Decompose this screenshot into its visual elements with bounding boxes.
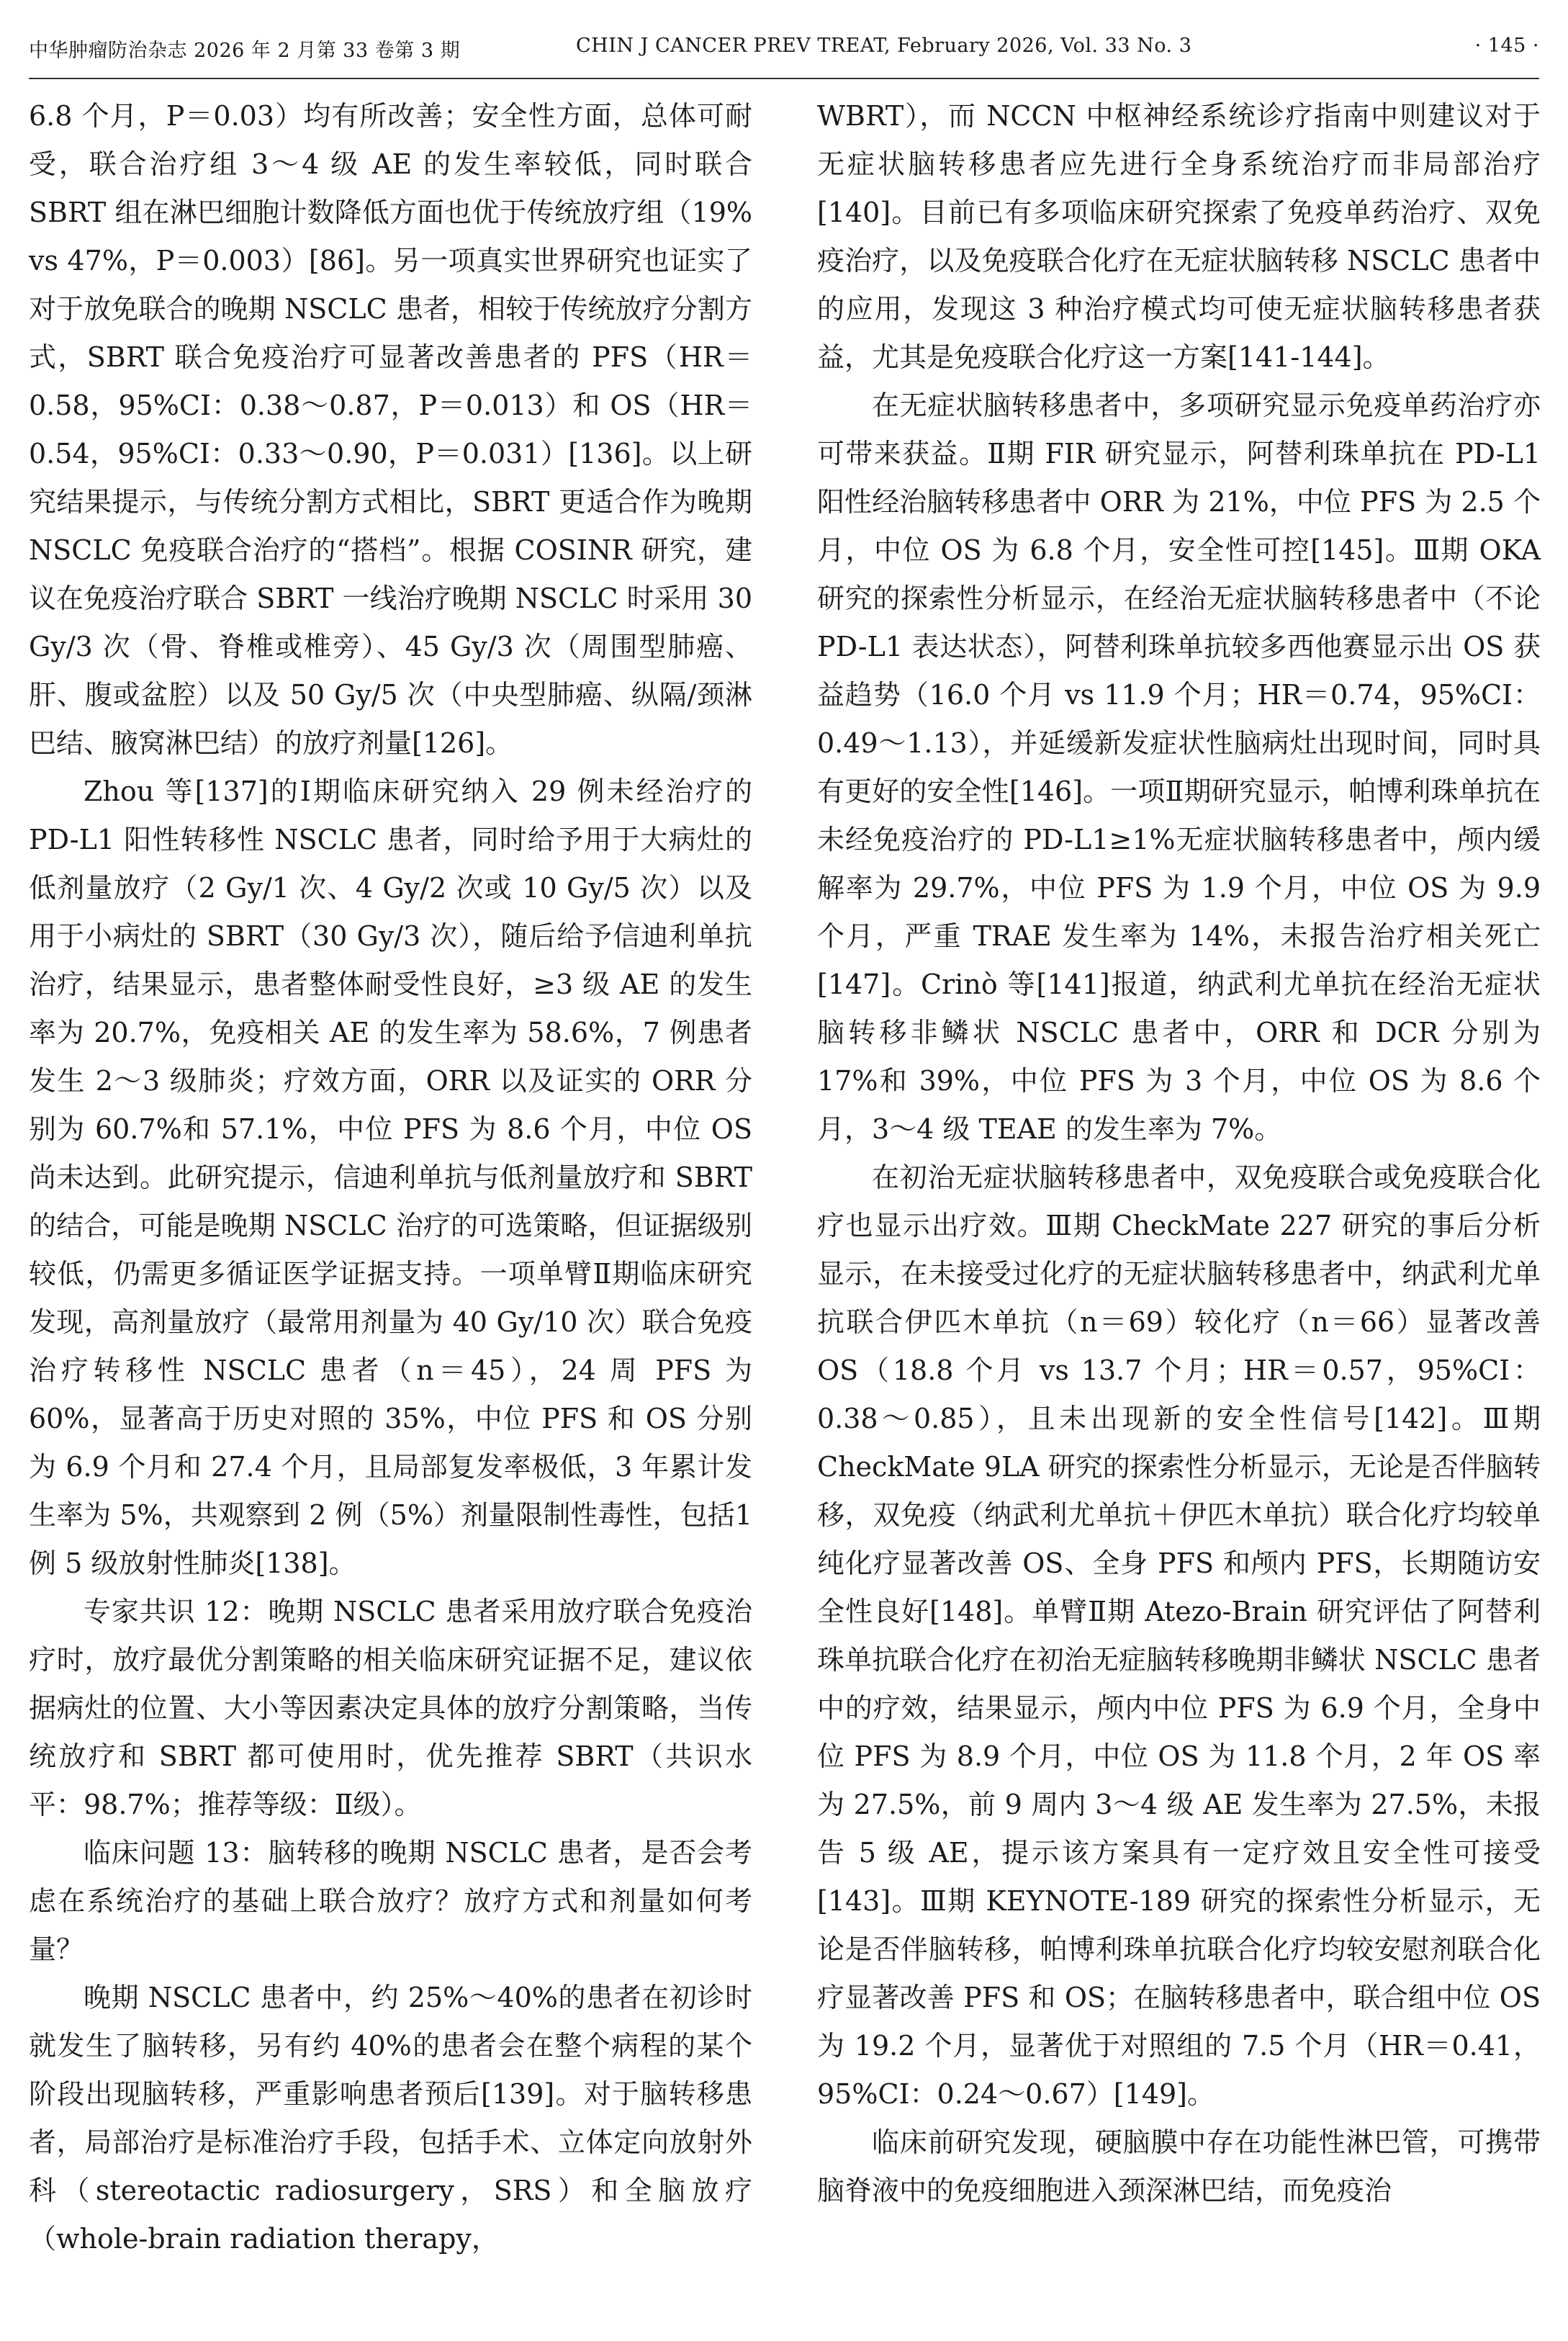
page-number: · 145 · [1474, 35, 1539, 57]
journal-name-cn: 中华肿瘤防治杂志 2026 年 2 月第 33 卷第 3 期 [29, 40, 461, 62]
expert-consensus-12: 专家共识 12：晚期 NSCLC 患者采用放疗联合免疫治疗时，放疗最优分割策略的相关临床研究证据不足，建议依据病灶的位置、大小等因素决定具体的放疗分割策略，当传统放疗和 SBRT 都可使用时，优先推荐 SBRT（共识水平：98.7%；推荐等级：Ⅱ级）。 [29, 1596, 752, 1820]
left-column [29, 92, 752, 2263]
paragraph: 在无症状脑转移患者中，多项研究显示免疫单药治疗亦可带来获益。Ⅱ期 FIR 研究显示，阿替利珠单抗在 PD-L1 阳性经治脑转移患者中 ORR 为 21%，中位 PFS 为 2.5 个月，中位 OS 为 6.8 个月，安全性可控[145]。Ⅲ期 OKA 研究的探索性分析显示，在经治无症状脑转移患者中（不论 PD-L1 表达状态），阿替利珠单抗较多西他赛显示出 OS 获益趋势（16.0 个月 vs 11.9 个月；HR＝0.74，95%CI：0.49～1.13），并延缓新发症状性脑病灶出现时间，同时具有更好的安全性[146]。一项Ⅱ期研究显示，帕博利珠单抗在未经免疫治疗的 PD-L1≥1%无症状脑转移患者中，颅内缓解率为 29.7%，中位 PFS 为 1.9 个月，中位 OS 为 9.9 个月，严重 TRAE 发生率为 14%，未报告治疗相关死亡[147]。Crinò 等[141]报道，纳武利尤单抗在经治无症状脑转移非鳞状 NSCLC 患者中，ORR 和 DCR 分别为 17%和 39%，中位 PFS 为 3 个月，中位 OS 为 8.6 个月，3～4 级 TEAE 的发生率为 7%。 [817, 390, 1541, 1145]
journal-name-en: CHIN J CANCER PREV TREAT, February 2026, Vol. 33 No. 3 [576, 35, 1192, 57]
paragraph: 临床前研究发现，硬脑膜中存在功能性淋巴管，可携带脑脊液中的免疫细胞进入颈深淋巴结，而免疫治 [817, 2126, 1541, 2206]
paragraph: 在初治无症状脑转移患者中，双免疫联合或免疫联合化疗也显示出疗效。Ⅲ期 CheckMate 227 研究的事后分析显示，在未接受过化疗的无症状脑转移患者中，纳武利尤单抗联合伊匹木单抗（n＝69）较化疗（n＝66）显著改善 OS（18.8 个月 vs 13.7 个月；HR＝0.57，95%CI：0.38～0.85），且未出现新的安全性信号[142]。Ⅲ期 CheckMate 9LA 研究的探索性分析显示，无论是否伴脑转移，双免疫（纳武利尤单抗＋伊匹木单抗）联合化疗均较单纯化疗显著改善 OS、全身 PFS 和颅内 PFS，长期随访安全性良好[148]。单臂Ⅱ期 Atezo-Brain 研究评估了阿替利珠单抗联合化疗在初治无症脑转移晚期非鳞状 NSCLC 患者中的疗效，结果显示，颅内中位 PFS 为 6.9 个月，全身中位 PFS 为 8.9 个月，中位 OS 为 11.8 个月，2 年 OS 率为 27.5%，前 9 周内 3～4 级 AE 发生率为 27.5%，未报告 5 级 AE，提示该方案具有一定疗效且安全性可接受[143]。Ⅲ期 KEYNOTE-189 研究的探索性分析显示，无论是否伴脑转移，帕博利珠单抗联合化疗均较安慰剂联合化疗显著改善 PFS 和 OS；在脑转移患者中，联合组中位 OS 为 19.2 个月，显著优于对照组的 7.5 个月（HR＝0.41，95%CI：0.24～0.67）[149]。 [817, 1161, 1541, 2110]
paragraph: 晚期 NSCLC 患者中，约 25%～40%的患者在初诊时就发生了脑转移，另有约 40%的患者会在整个病程的某个阶段出现脑转移，严重影响患者预后[139]。对于脑转移患者，局部治疗是标准治疗手段，包括手术、立体定向放射外科（stereotactic radiosurgery，SRS）和全脑放疗（whole-brain radiation therapy， [29, 1982, 752, 2255]
running-header [29, 29, 1539, 69]
paragraph: 6.8 个月，P＝0.03）均有所改善；安全性方面，总体可耐受，联合治疗组 3～4 级 AE 的发生率较低，同时联合 SBRT 组在淋巴细胞计数降低方面也优于传统放疗组（19% vs 47%，P＝0.003）[86]。另一项真实世界研究也证实了对于放免联合的晚期 NSCLC 患者，相较于传统放疗分割方式，SBRT 联合免疫治疗可显著改善患者的 PFS（HR＝0.58，95%CI：0.38～0.87，P＝0.013）和 OS（HR＝0.54，95%CI：0.33～0.90，P＝0.031）[136]。以上研究结果提示，与传统分割方式相比，SBRT 更适合作为晚期 NSCLC 免疫联合治疗的“搭档”。根据 COSINR 研究，建议在免疫治疗联合 SBRT 一线治疗晚期 NSCLC 时采用 30 Gy/3 次（骨、脊椎或椎旁）、45 Gy/3 次（周围型肺癌、肝、腹或盆腔）以及 50 Gy/5 次（中央型肺癌、纵隔/颈淋巴结、腋窝淋巴结）的放疗剂量[126]。 [29, 100, 752, 759]
paragraph: Zhou 等[137]的Ⅰ期临床研究纳入 29 例未经治疗的 PD-L1 阳性转移性 NSCLC 患者，同时给予用于大病灶的低剂量放疗（2 Gy/1 次、4 Gy/2 次或 10 Gy/5 次）以及用于小病灶的 SBRT（30 Gy/3 次），随后给予信迪利单抗治疗，结果显示，患者整体耐受性良好，≥3 级 AE 的发生率为 20.7%，免疫相关 AE 的发生率为 58.6%，7 例患者发生 2～3 级肺炎；疗效方面，ORR 以及证实的 ORR 分别为 60.7%和 57.1%，中位 PFS 为 8.6 个月，中位 OS 尚未达到。此研究提示，信迪利单抗与低剂量放疗和 SBRT 的结合，可能是晚期 NSCLC 治疗的可选策略，但证据级别较低，仍需更多循证医学证据支持。一项单臂Ⅱ期临床研究发现，高剂量放疗（最常用剂量为 40 Gy/10 次）联合免疫治疗转移性 NSCLC 患者（n＝45），24 周 PFS 为 60%，显著高于历史对照的 35%，中位 PFS 和 OS 分别为 6.9 个月和 27.4 个月，且局部复发率极低，3 年累计发生率为 5%，共观察到 2 例（5%）剂量限制性毒性，包括1 例 5 级放射性肺炎[138]。 [29, 776, 752, 1579]
right-column [817, 92, 1541, 2215]
clinical-question-13: 临床问题 13：脑转移的晚期 NSCLC 患者，是否会考虑在系统治疗的基础上联合放疗？放疗方式和剂量如何考量？ [29, 1837, 752, 1965]
paragraph: WBRT），而 NCCN 中枢神经系统诊疗指南中则建议对于无症状脑转移患者应先进行全身系统治疗而非局部治疗[140]。目前已有多项临床研究探索了免疫单药治疗、双免疫治疗，以及免疫联合化疗在无症状脑转移 NSCLC 患者中的应用，发现这 3 种治疗模式均可使无症状脑转移患者获益，尤其是免疫联合化疗这一方案[141-144]。 [817, 100, 1541, 373]
header-divider [29, 78, 1539, 79]
